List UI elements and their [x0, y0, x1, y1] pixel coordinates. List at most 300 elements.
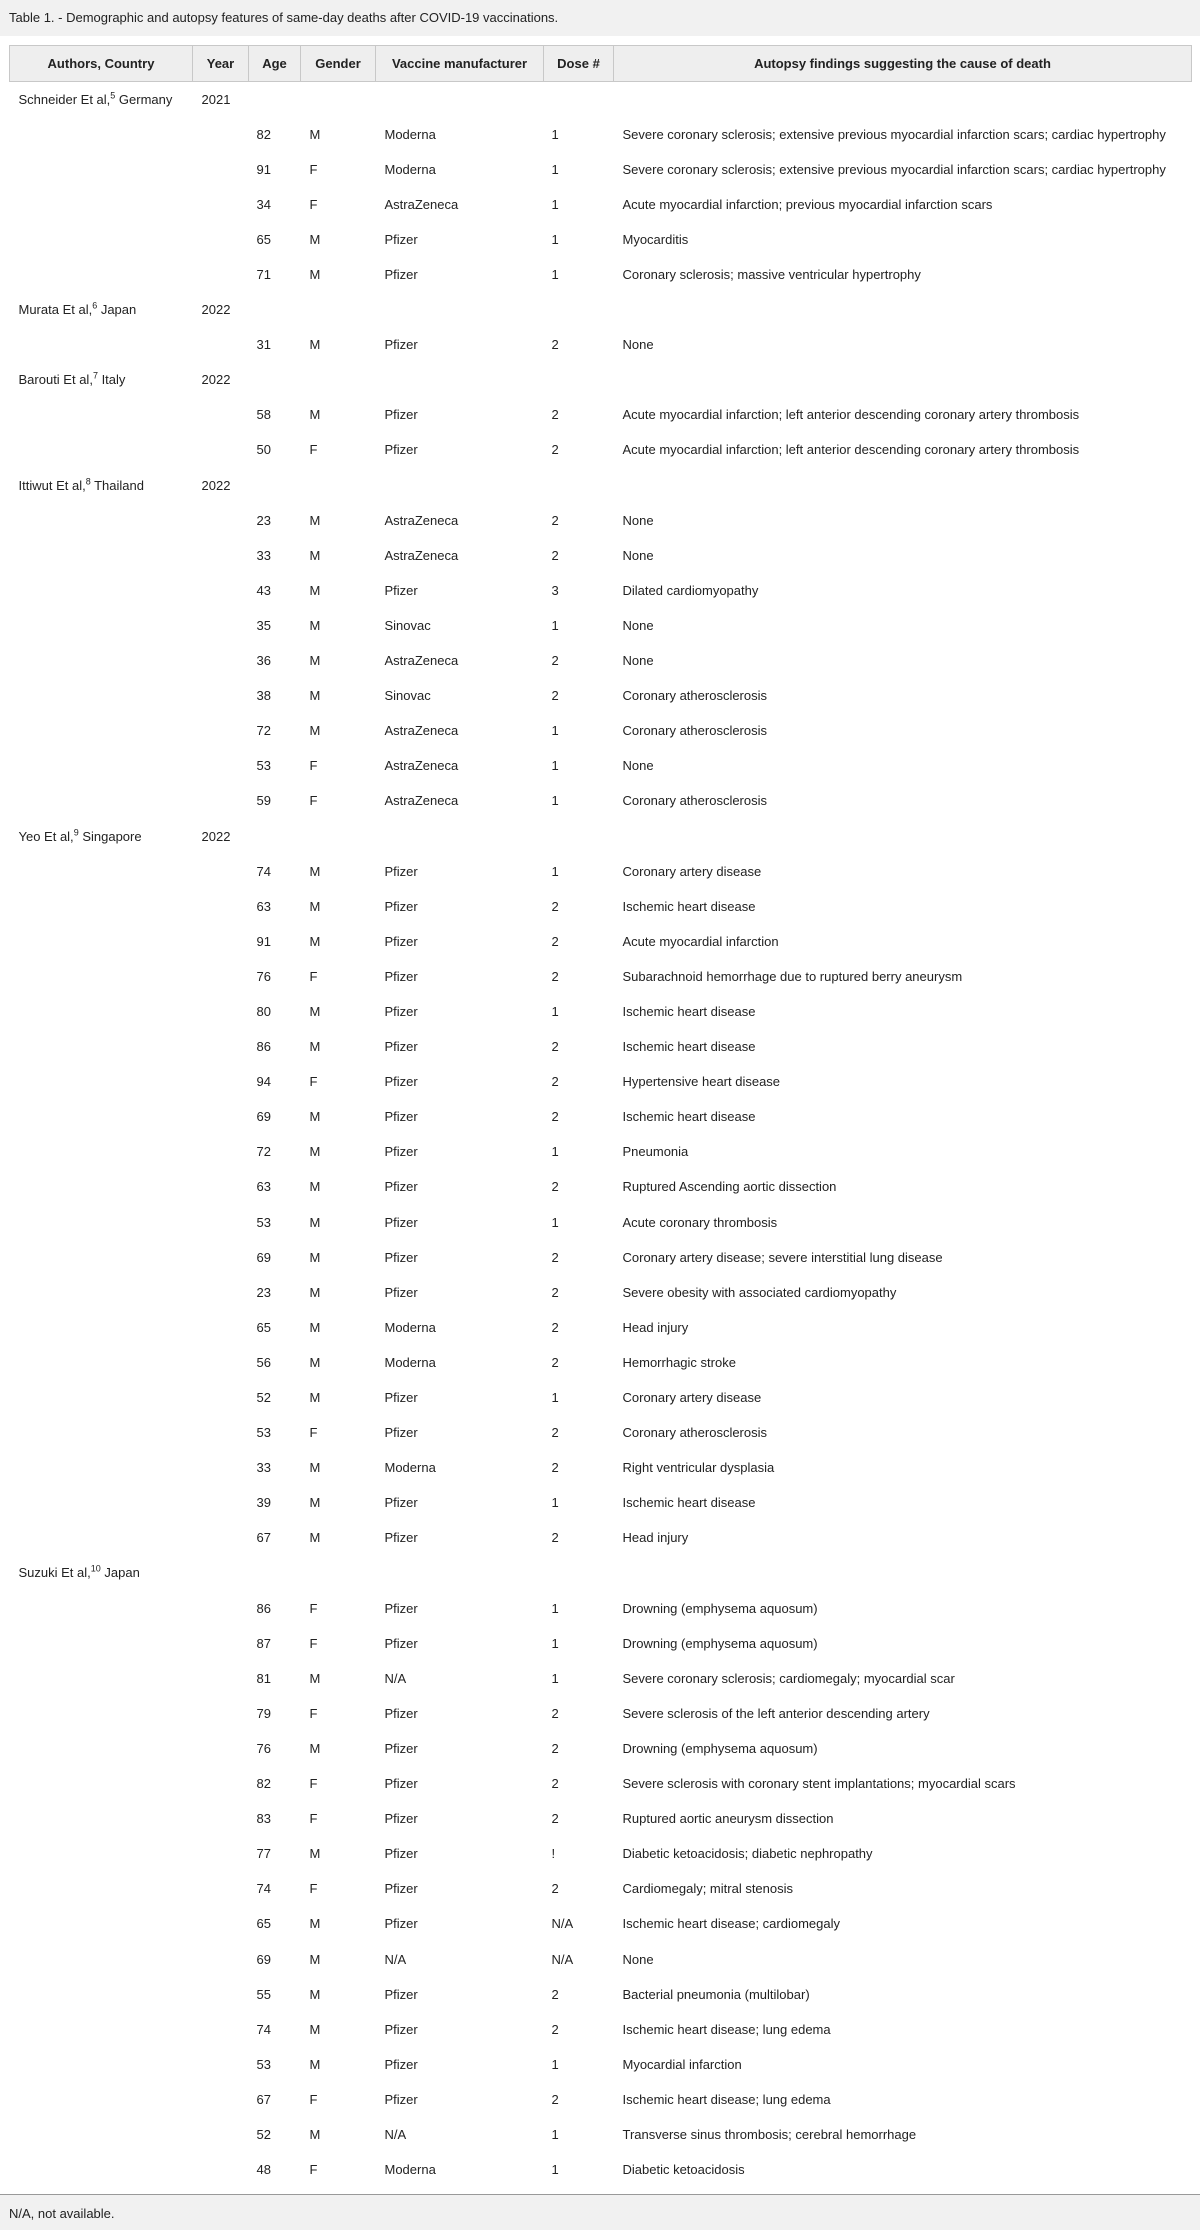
empty-cell — [249, 82, 301, 117]
empty-cell — [10, 2117, 193, 2152]
table-row — [10, 2047, 1192, 2082]
table-row — [10, 854, 1192, 889]
author-cell — [10, 292, 193, 327]
age-cell: 53 — [256, 2056, 271, 2072]
vaccine-cell: Pfizer — [384, 1705, 418, 1721]
empty-cell — [193, 1591, 249, 1626]
age-cell: 67 — [256, 2091, 271, 2107]
vaccine-cell: Pfizer — [384, 1530, 418, 1546]
empty-cell — [10, 1661, 193, 1696]
empty-cell — [10, 889, 193, 924]
dose-cell: 2 — [551, 1284, 559, 1300]
empty-cell — [193, 1169, 249, 1204]
empty-cell — [193, 1415, 249, 1450]
table-row — [10, 1801, 1192, 1836]
gender-cell: M — [309, 1740, 321, 1756]
age-cell: 82 — [256, 126, 271, 142]
findings-cell: Ischemic heart disease — [622, 1495, 756, 1511]
table-row — [10, 1310, 1192, 1345]
age-cell: 81 — [256, 1670, 271, 1686]
age-cell: 23 — [256, 1284, 271, 1300]
vaccine-cell: AstraZeneca — [384, 758, 459, 774]
dose-cell: 2 — [551, 442, 559, 458]
vaccine-cell: Pfizer — [384, 1074, 418, 1090]
empty-cell — [10, 1415, 193, 1450]
table-row — [10, 1871, 1192, 1906]
empty-cell — [10, 1380, 193, 1415]
author-name: Murata Et al, — [18, 302, 93, 318]
empty-cell — [10, 1801, 193, 1836]
age-cell: 69 — [256, 1109, 271, 1125]
gender-cell: F — [309, 793, 318, 809]
gender-cell: F — [309, 442, 318, 458]
dose-cell: 1 — [551, 161, 559, 177]
age-cell: 74 — [256, 2021, 271, 2037]
vaccine-cell: N/A — [384, 1670, 407, 1686]
empty-cell — [614, 82, 1192, 117]
age-cell: 86 — [256, 1039, 271, 1055]
table-row — [10, 1345, 1192, 1380]
author-country: Singapore — [78, 828, 142, 844]
dose-cell: 1 — [551, 231, 559, 247]
author-country: Italy — [97, 372, 126, 388]
vaccine-cell: Moderna — [384, 2162, 436, 2178]
gender-cell: M — [309, 547, 321, 563]
empty-cell — [193, 1029, 249, 1064]
year-cell: 2022 — [201, 302, 231, 318]
vaccine-cell: Pfizer — [384, 1635, 418, 1651]
findings-cell: None — [622, 653, 654, 669]
findings-cell: Coronary sclerosis; massive ventricular hypertrophy — [622, 267, 921, 283]
dose-cell: 3 — [551, 582, 559, 598]
age-cell: 94 — [256, 1074, 271, 1090]
empty-cell — [10, 1275, 193, 1310]
empty-cell — [10, 1205, 193, 1240]
age-cell: 48 — [256, 2162, 271, 2178]
gender-cell: M — [309, 2126, 321, 2142]
empty-cell — [10, 1099, 193, 1134]
empty-cell — [193, 1766, 249, 1801]
findings-cell: Bacterial pneumonia (multilobar) — [622, 1986, 810, 2002]
reference-number: 7 — [92, 370, 98, 381]
empty-cell — [544, 818, 614, 853]
empty-cell — [249, 1555, 301, 1590]
age-cell: 77 — [256, 1846, 271, 1862]
vaccine-cell: Pfizer — [384, 582, 418, 598]
vaccine-cell: Pfizer — [384, 1776, 418, 1792]
empty-cell — [193, 222, 249, 257]
empty-cell — [10, 327, 193, 362]
empty-cell — [10, 1029, 193, 1064]
vaccine-cell: Pfizer — [384, 1495, 418, 1511]
findings-cell: Ruptured aortic aneurysm dissection — [622, 1811, 834, 1827]
empty-cell — [10, 1169, 193, 1204]
gender-cell: F — [309, 758, 318, 774]
reference-number: 10 — [90, 1564, 101, 1575]
findings-cell: Severe coronary sclerosis; extensive previous myocardial infarction scars; cardiac hypertrophy — [622, 126, 1166, 142]
reference-number: 8 — [85, 476, 91, 487]
dose-cell: 2 — [551, 1776, 559, 1792]
table-row — [10, 503, 1192, 538]
table-row — [10, 643, 1192, 678]
empty-cell — [614, 1555, 1192, 1590]
gender-cell: M — [309, 1214, 321, 1230]
findings-cell: Drowning (emphysema aquosum) — [622, 1635, 818, 1651]
empty-cell — [10, 1941, 193, 1976]
findings-cell: None — [622, 758, 654, 774]
empty-cell — [193, 1906, 249, 1941]
age-cell: 69 — [256, 1249, 271, 1265]
findings-cell: Hypertensive heart disease — [622, 1074, 781, 1090]
gender-cell: M — [309, 1951, 321, 1967]
vaccine-cell: N/A — [384, 2126, 407, 2142]
table-row — [10, 1906, 1192, 1941]
empty-cell — [193, 117, 249, 152]
empty-cell — [10, 678, 193, 713]
dose-cell: 1 — [551, 1600, 559, 1616]
table-container — [9, 45, 1191, 2187]
author-cell — [10, 82, 193, 117]
vaccine-cell: Sinovac — [384, 617, 431, 633]
gender-cell: M — [309, 1530, 321, 1546]
table-row — [10, 2117, 1192, 2152]
table-row — [10, 959, 1192, 994]
dose-cell: 2 — [551, 1179, 559, 1195]
autopsy-table — [9, 45, 1192, 2187]
dose-cell: 1 — [551, 723, 559, 739]
group-row — [10, 468, 1192, 503]
gender-cell: F — [309, 196, 318, 212]
empty-cell — [249, 292, 301, 327]
author-country: Germany — [115, 91, 173, 107]
empty-cell — [10, 1626, 193, 1661]
vaccine-cell: Pfizer — [384, 898, 418, 914]
empty-cell — [193, 2082, 249, 2117]
empty-cell — [193, 1450, 249, 1485]
age-cell: 63 — [256, 1179, 271, 1195]
empty-cell — [193, 538, 249, 573]
empty-cell — [10, 994, 193, 1029]
empty-cell — [10, 397, 193, 432]
empty-cell — [10, 538, 193, 573]
vaccine-cell: Pfizer — [384, 1811, 418, 1827]
findings-cell: Transverse sinus thrombosis; cerebral hemorrhage — [622, 2126, 917, 2142]
vaccine-cell: Pfizer — [384, 407, 418, 423]
age-cell: 53 — [256, 1214, 271, 1230]
dose-cell: 1 — [551, 1003, 559, 1019]
age-cell: 36 — [256, 653, 271, 669]
gender-cell: F — [309, 1811, 318, 1827]
empty-cell — [10, 187, 193, 222]
empty-cell — [193, 1661, 249, 1696]
group-row — [10, 1555, 1192, 1590]
table-caption: Table 1. - Demographic and autopsy features of same-day deaths after COVID-19 vaccinations. — [0, 0, 1200, 36]
findings-cell: Cardiomegaly; mitral stenosis — [622, 1881, 794, 1897]
vaccine-cell: AstraZeneca — [384, 196, 459, 212]
gender-cell: F — [309, 1881, 318, 1897]
dose-cell: 2 — [551, 2021, 559, 2037]
findings-cell: Drowning (emphysema aquosum) — [622, 1600, 818, 1616]
empty-cell — [544, 468, 614, 503]
empty-cell — [614, 362, 1192, 397]
empty-cell — [193, 1134, 249, 1169]
empty-cell — [10, 1310, 193, 1345]
table-row — [10, 608, 1192, 643]
findings-cell: Coronary atherosclerosis — [622, 793, 768, 809]
empty-cell — [301, 82, 376, 117]
findings-cell: Coronary artery disease — [622, 1390, 762, 1406]
author-name: Suzuki Et al, — [18, 1565, 91, 1581]
empty-cell — [10, 1731, 193, 1766]
vaccine-cell: N/A — [384, 1951, 407, 1967]
empty-cell — [10, 573, 193, 608]
empty-cell — [10, 1836, 193, 1871]
age-cell: 33 — [256, 1460, 271, 1476]
table-row — [10, 1134, 1192, 1169]
table-row — [10, 1977, 1192, 2012]
vaccine-cell: Pfizer — [384, 2056, 418, 2072]
empty-cell — [376, 468, 544, 503]
reference-number: 6 — [92, 300, 98, 311]
table-row — [10, 1485, 1192, 1520]
empty-cell — [614, 468, 1192, 503]
year-cell: 2022 — [201, 372, 231, 388]
findings-cell: Drowning (emphysema aquosum) — [622, 1740, 818, 1756]
vaccine-cell: Pfizer — [384, 267, 418, 283]
empty-cell — [193, 678, 249, 713]
dose-cell: 2 — [551, 1249, 559, 1265]
findings-cell: Right ventricular dysplasia — [622, 1460, 775, 1476]
age-cell: 52 — [256, 2126, 271, 2142]
findings-cell: Acute myocardial infarction; previous myocardial infarction scars — [622, 196, 993, 212]
vaccine-cell: Pfizer — [384, 1425, 418, 1441]
empty-cell — [193, 1380, 249, 1415]
empty-cell — [10, 1977, 193, 2012]
gender-cell: M — [309, 1179, 321, 1195]
age-cell: 65 — [256, 1916, 271, 1932]
vaccine-cell: Pfizer — [384, 1249, 418, 1265]
empty-cell — [301, 468, 376, 503]
vaccine-cell: AstraZeneca — [384, 547, 459, 563]
gender-cell: M — [309, 723, 321, 739]
empty-cell — [193, 1240, 249, 1275]
table-row — [10, 327, 1192, 362]
dose-cell: 2 — [551, 653, 559, 669]
dose-cell: 2 — [551, 1109, 559, 1125]
age-cell: 63 — [256, 898, 271, 914]
age-cell: 76 — [256, 1740, 271, 1756]
table-row — [10, 783, 1192, 818]
group-row — [10, 818, 1192, 853]
findings-cell: Severe coronary sclerosis; extensive previous myocardial infarction scars; cardiac hypertrophy — [622, 161, 1166, 177]
dose-cell: 1 — [551, 126, 559, 142]
empty-cell — [193, 2152, 249, 2187]
age-cell: 34 — [256, 196, 271, 212]
dose-cell: 1 — [551, 793, 559, 809]
empty-cell — [193, 257, 249, 292]
gender-cell: M — [309, 1039, 321, 1055]
empty-cell — [193, 994, 249, 1029]
empty-cell — [193, 748, 249, 783]
dose-cell: 2 — [551, 688, 559, 704]
findings-cell: None — [622, 547, 654, 563]
empty-cell — [193, 889, 249, 924]
dose-cell: 2 — [551, 968, 559, 984]
empty-cell — [10, 1906, 193, 1941]
dose-cell: 1 — [551, 1214, 559, 1230]
empty-cell — [10, 1485, 193, 1520]
dose-cell: 1 — [551, 617, 559, 633]
reference-number: 9 — [73, 827, 79, 838]
age-cell: 86 — [256, 1600, 271, 1616]
empty-cell — [301, 362, 376, 397]
table-row — [10, 748, 1192, 783]
col-header-age: Age — [249, 46, 301, 82]
table-row — [10, 432, 1192, 467]
dose-cell: 2 — [551, 1986, 559, 2002]
gender-cell: F — [309, 1074, 318, 1090]
empty-cell — [10, 1520, 193, 1555]
age-cell: 74 — [256, 863, 271, 879]
findings-cell: Severe sclerosis with coronary stent implantations; myocardial scars — [622, 1776, 1016, 1792]
findings-cell: Severe sclerosis of the left anterior descending artery — [622, 1705, 930, 1721]
gender-cell: M — [309, 1249, 321, 1265]
empty-cell — [10, 257, 193, 292]
empty-cell — [10, 1591, 193, 1626]
empty-cell — [10, 713, 193, 748]
table-row — [10, 538, 1192, 573]
findings-cell: Coronary artery disease; severe interstitial lung disease — [622, 1249, 943, 1265]
author-country: Japan — [97, 302, 137, 318]
age-cell: 71 — [256, 267, 271, 283]
age-cell: 65 — [256, 1319, 271, 1335]
findings-cell: None — [622, 337, 654, 353]
age-cell: 59 — [256, 793, 271, 809]
col-header-vaccine: Vaccine manufacturer — [376, 46, 544, 82]
findings-cell: Myocarditis — [622, 231, 689, 247]
empty-cell — [193, 1275, 249, 1310]
empty-cell — [193, 713, 249, 748]
findings-cell: Coronary artery disease — [622, 863, 762, 879]
empty-cell — [10, 1766, 193, 1801]
vaccine-cell: Pfizer — [384, 1881, 418, 1897]
findings-cell: Severe coronary sclerosis; cardiomegaly; myocardial scar — [622, 1670, 955, 1686]
empty-cell — [10, 854, 193, 889]
author-cell — [10, 1555, 193, 1590]
empty-cell — [10, 1450, 193, 1485]
dose-cell: 2 — [551, 512, 559, 528]
vaccine-cell: Pfizer — [384, 1109, 418, 1125]
table-row — [10, 1169, 1192, 1204]
gender-cell: F — [309, 2091, 318, 2107]
findings-cell: Head injury — [622, 1319, 689, 1335]
empty-cell — [544, 362, 614, 397]
gender-cell: M — [309, 337, 321, 353]
findings-cell: Ischemic heart disease — [622, 1039, 756, 1055]
dose-cell: 1 — [551, 1670, 559, 1686]
gender-cell: M — [309, 1319, 321, 1335]
gender-cell: M — [309, 582, 321, 598]
gender-cell: F — [309, 1600, 318, 1616]
age-cell: 74 — [256, 1881, 271, 1897]
gender-cell: M — [309, 1144, 321, 1160]
gender-cell: M — [309, 1003, 321, 1019]
empty-cell — [193, 1345, 249, 1380]
gender-cell: M — [309, 898, 321, 914]
dose-cell: 2 — [551, 547, 559, 563]
table-row — [10, 678, 1192, 713]
empty-cell — [193, 503, 249, 538]
vaccine-cell: Pfizer — [384, 2091, 418, 2107]
empty-cell — [249, 362, 301, 397]
empty-cell — [193, 327, 249, 362]
author-country: Thailand — [90, 477, 144, 493]
findings-cell: Ischemic heart disease; cardiomegaly — [622, 1916, 840, 1932]
dose-cell: 1 — [551, 1635, 559, 1651]
table-row — [10, 889, 1192, 924]
year-cell: 2021 — [201, 91, 231, 107]
year-cell: 2022 — [201, 828, 231, 844]
table-row — [10, 1626, 1192, 1661]
age-cell: 91 — [256, 933, 271, 949]
age-cell: 50 — [256, 442, 271, 458]
empty-cell — [10, 1871, 193, 1906]
gender-cell: M — [309, 933, 321, 949]
vaccine-cell: Pfizer — [384, 933, 418, 949]
table-row — [10, 573, 1192, 608]
dose-cell: 1 — [551, 1495, 559, 1511]
year-cell — [193, 1555, 249, 1590]
findings-cell: Diabetic ketoacidosis; diabetic nephropathy — [622, 1846, 873, 1862]
age-cell: 80 — [256, 1003, 271, 1019]
empty-cell — [193, 643, 249, 678]
table-row — [10, 1696, 1192, 1731]
gender-cell: M — [309, 231, 321, 247]
dose-cell: 2 — [551, 337, 559, 353]
table-row — [10, 1240, 1192, 1275]
dose-cell: ! — [551, 1846, 556, 1862]
age-cell: 31 — [256, 337, 271, 353]
table-row — [10, 924, 1192, 959]
empty-cell — [10, 608, 193, 643]
empty-cell — [10, 643, 193, 678]
vaccine-cell: Pfizer — [384, 1003, 418, 1019]
empty-cell — [10, 117, 193, 152]
empty-cell — [10, 959, 193, 994]
gender-cell: M — [309, 126, 321, 142]
dose-cell: 1 — [551, 2162, 559, 2178]
gender-cell: M — [309, 1109, 321, 1125]
vaccine-cell: Moderna — [384, 1460, 436, 1476]
dose-cell: 1 — [551, 2056, 559, 2072]
empty-cell — [376, 1555, 544, 1590]
table-row — [10, 1099, 1192, 1134]
findings-cell: Ischemic heart disease — [622, 1109, 756, 1125]
dose-cell: 2 — [551, 1460, 559, 1476]
age-cell: 72 — [256, 1144, 271, 1160]
empty-cell — [544, 1555, 614, 1590]
col-header-dose: Dose # — [544, 46, 614, 82]
age-cell: 82 — [256, 1776, 271, 1792]
vaccine-cell: Pfizer — [384, 1214, 418, 1230]
table-row — [10, 2152, 1192, 2187]
gender-cell: F — [309, 1705, 318, 1721]
empty-cell — [10, 748, 193, 783]
empty-cell — [10, 924, 193, 959]
findings-cell: Ischemic heart disease — [622, 898, 756, 914]
empty-cell — [193, 152, 249, 187]
group-row — [10, 362, 1192, 397]
